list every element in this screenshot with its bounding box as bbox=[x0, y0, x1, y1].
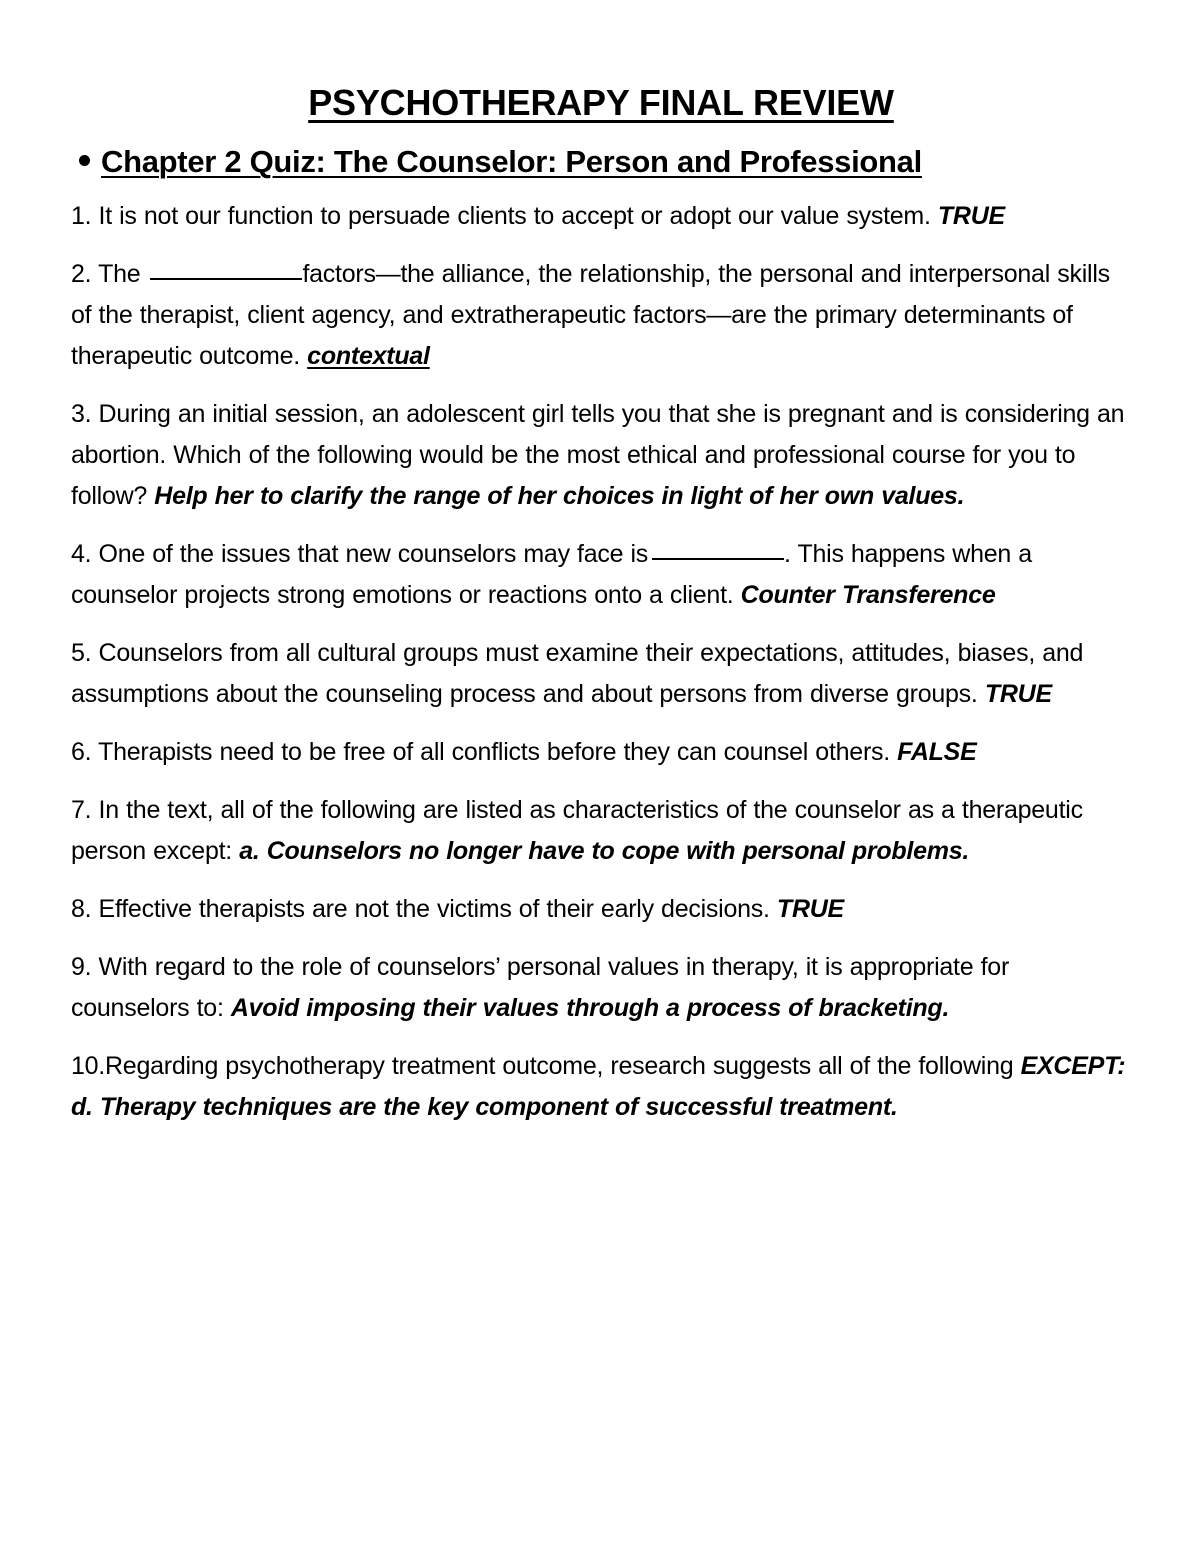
answer-text: TRUE bbox=[937, 202, 1005, 230]
question-text: 7. In the text, all of the following are listed as characteristics of the counselor as a therapeutic person except: bbox=[71, 796, 1083, 865]
question-text: 3. During an initial session, an adolescent girl tells you that she is pregnant and is considering an abortion. Which of the following would be the most ethical and professional course for you to follow? bbox=[71, 400, 1125, 510]
question-text: 9. With regard to the role of counselors’ personal values in therapy, it is appropriate for counselors to: bbox=[71, 953, 1010, 1022]
answer-text: Counter Transference bbox=[740, 581, 996, 609]
question-7 bbox=[71, 790, 1131, 872]
question-9 bbox=[71, 947, 1131, 1029]
question-3 bbox=[71, 394, 1131, 517]
question-text: 6. Therapists need to be free of all conflicts before they can counsel others. bbox=[71, 738, 898, 766]
answer-text: FALSE bbox=[897, 738, 977, 766]
chapter-heading-text: Chapter 2 Quiz: The Counselor: Person and Professional bbox=[101, 144, 922, 179]
answer-text: EXCEPT: d. Therapy techniques are the key component of successful treatment. bbox=[71, 1052, 1126, 1121]
question-text: 10.Regarding psychotherapy treatment outcome, research suggests all of the following bbox=[71, 1052, 1021, 1080]
answer-text: TRUE bbox=[984, 680, 1052, 708]
document-page bbox=[71, 80, 1131, 1145]
question-8 bbox=[71, 889, 1131, 930]
question-text-continued: factors—the alliance, the relationship, the personal and interpersonal skills of the therapist, client agency, and extratherapeutic factors—are the primary determinants of therapeutic outcome. bbox=[71, 260, 1110, 370]
answer-text: TRUE bbox=[776, 895, 844, 923]
fill-in-blank bbox=[150, 277, 302, 280]
question-text: 8. Effective therapists are not the victims of their early decisions. bbox=[71, 895, 777, 923]
question-4 bbox=[71, 534, 1131, 616]
question-text: 1. It is not our function to persuade clients to accept or adopt our value system. bbox=[71, 202, 938, 230]
question-text-continued: . This happens when a counselor projects strong emotions or reactions onto a client. bbox=[71, 540, 1032, 609]
question-text: 4. One of the issues that new counselors may face is bbox=[71, 540, 649, 568]
answer-text: Avoid imposing their values through a process of bracketing. bbox=[230, 994, 950, 1022]
question-2 bbox=[71, 254, 1131, 377]
question-5 bbox=[71, 633, 1131, 715]
answer-text: Help her to clarify the range of her choices in light of her own values. bbox=[154, 482, 965, 510]
answer-text: a. Counselors no longer have to cope with personal problems. bbox=[239, 837, 970, 865]
question-1 bbox=[71, 196, 1131, 237]
document-title: PSYCHOTHERAPY FINAL REVIEW bbox=[308, 82, 894, 123]
bullet-icon bbox=[79, 155, 90, 166]
fill-in-blank bbox=[652, 557, 784, 560]
chapter-heading bbox=[79, 140, 1131, 184]
answer-text: contextual bbox=[307, 342, 430, 370]
question-6 bbox=[71, 732, 1131, 773]
question-text: 5. Counselors from all cultural groups must examine their expectations, attitudes, biases, and assumptions about the counseling process and about persons from diverse groups. bbox=[71, 639, 1084, 708]
question-10 bbox=[71, 1046, 1131, 1128]
question-text: 2. The bbox=[71, 260, 141, 288]
